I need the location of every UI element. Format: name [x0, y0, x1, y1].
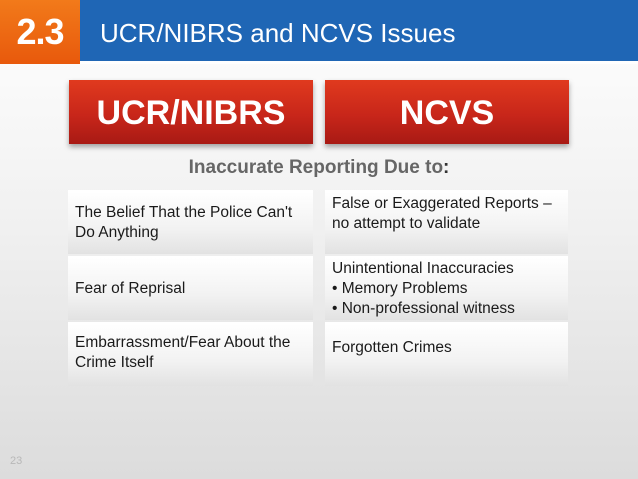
cell-text: Embarrassment/Fear About the Crime Itself	[75, 334, 291, 371]
subtitle-colon: :	[443, 157, 450, 178]
table-cell-row1-ucr	[68, 190, 313, 254]
table-cell-row2-ucr	[68, 256, 313, 320]
table-subtitle	[0, 157, 638, 179]
table-cell-row2-ncvs	[325, 256, 568, 320]
page-number: 23	[10, 455, 23, 467]
table-cell-row3-ucr	[68, 322, 313, 386]
table-cell-row1-ncvs	[325, 190, 568, 254]
cell-text: Forgotten Crimes	[332, 339, 452, 356]
bullet-item: • Memory Problems	[332, 280, 468, 297]
bullet-item: • Non-professional witness	[332, 300, 515, 317]
cell-title: Unintentional Inaccuracies	[332, 260, 514, 277]
column-header-ucr-nibrs: UCR/NIBRS	[69, 80, 313, 144]
slide-title: UCR/NIBRS and NCVS Issues	[100, 18, 456, 48]
section-number-badge: 2.3	[0, 0, 80, 64]
cell-text: Fear of Reprisal	[75, 280, 186, 297]
subtitle-text: Inaccurate Reporting Due to	[188, 157, 444, 178]
table-cell-row3-ncvs	[325, 322, 568, 386]
cell-text: False or Exaggerated Reports – no attempt to validate	[332, 195, 552, 232]
column-header-ncvs: NCVS	[325, 80, 569, 144]
cell-text: The Belief That the Police Can't Do Anything	[75, 204, 293, 241]
